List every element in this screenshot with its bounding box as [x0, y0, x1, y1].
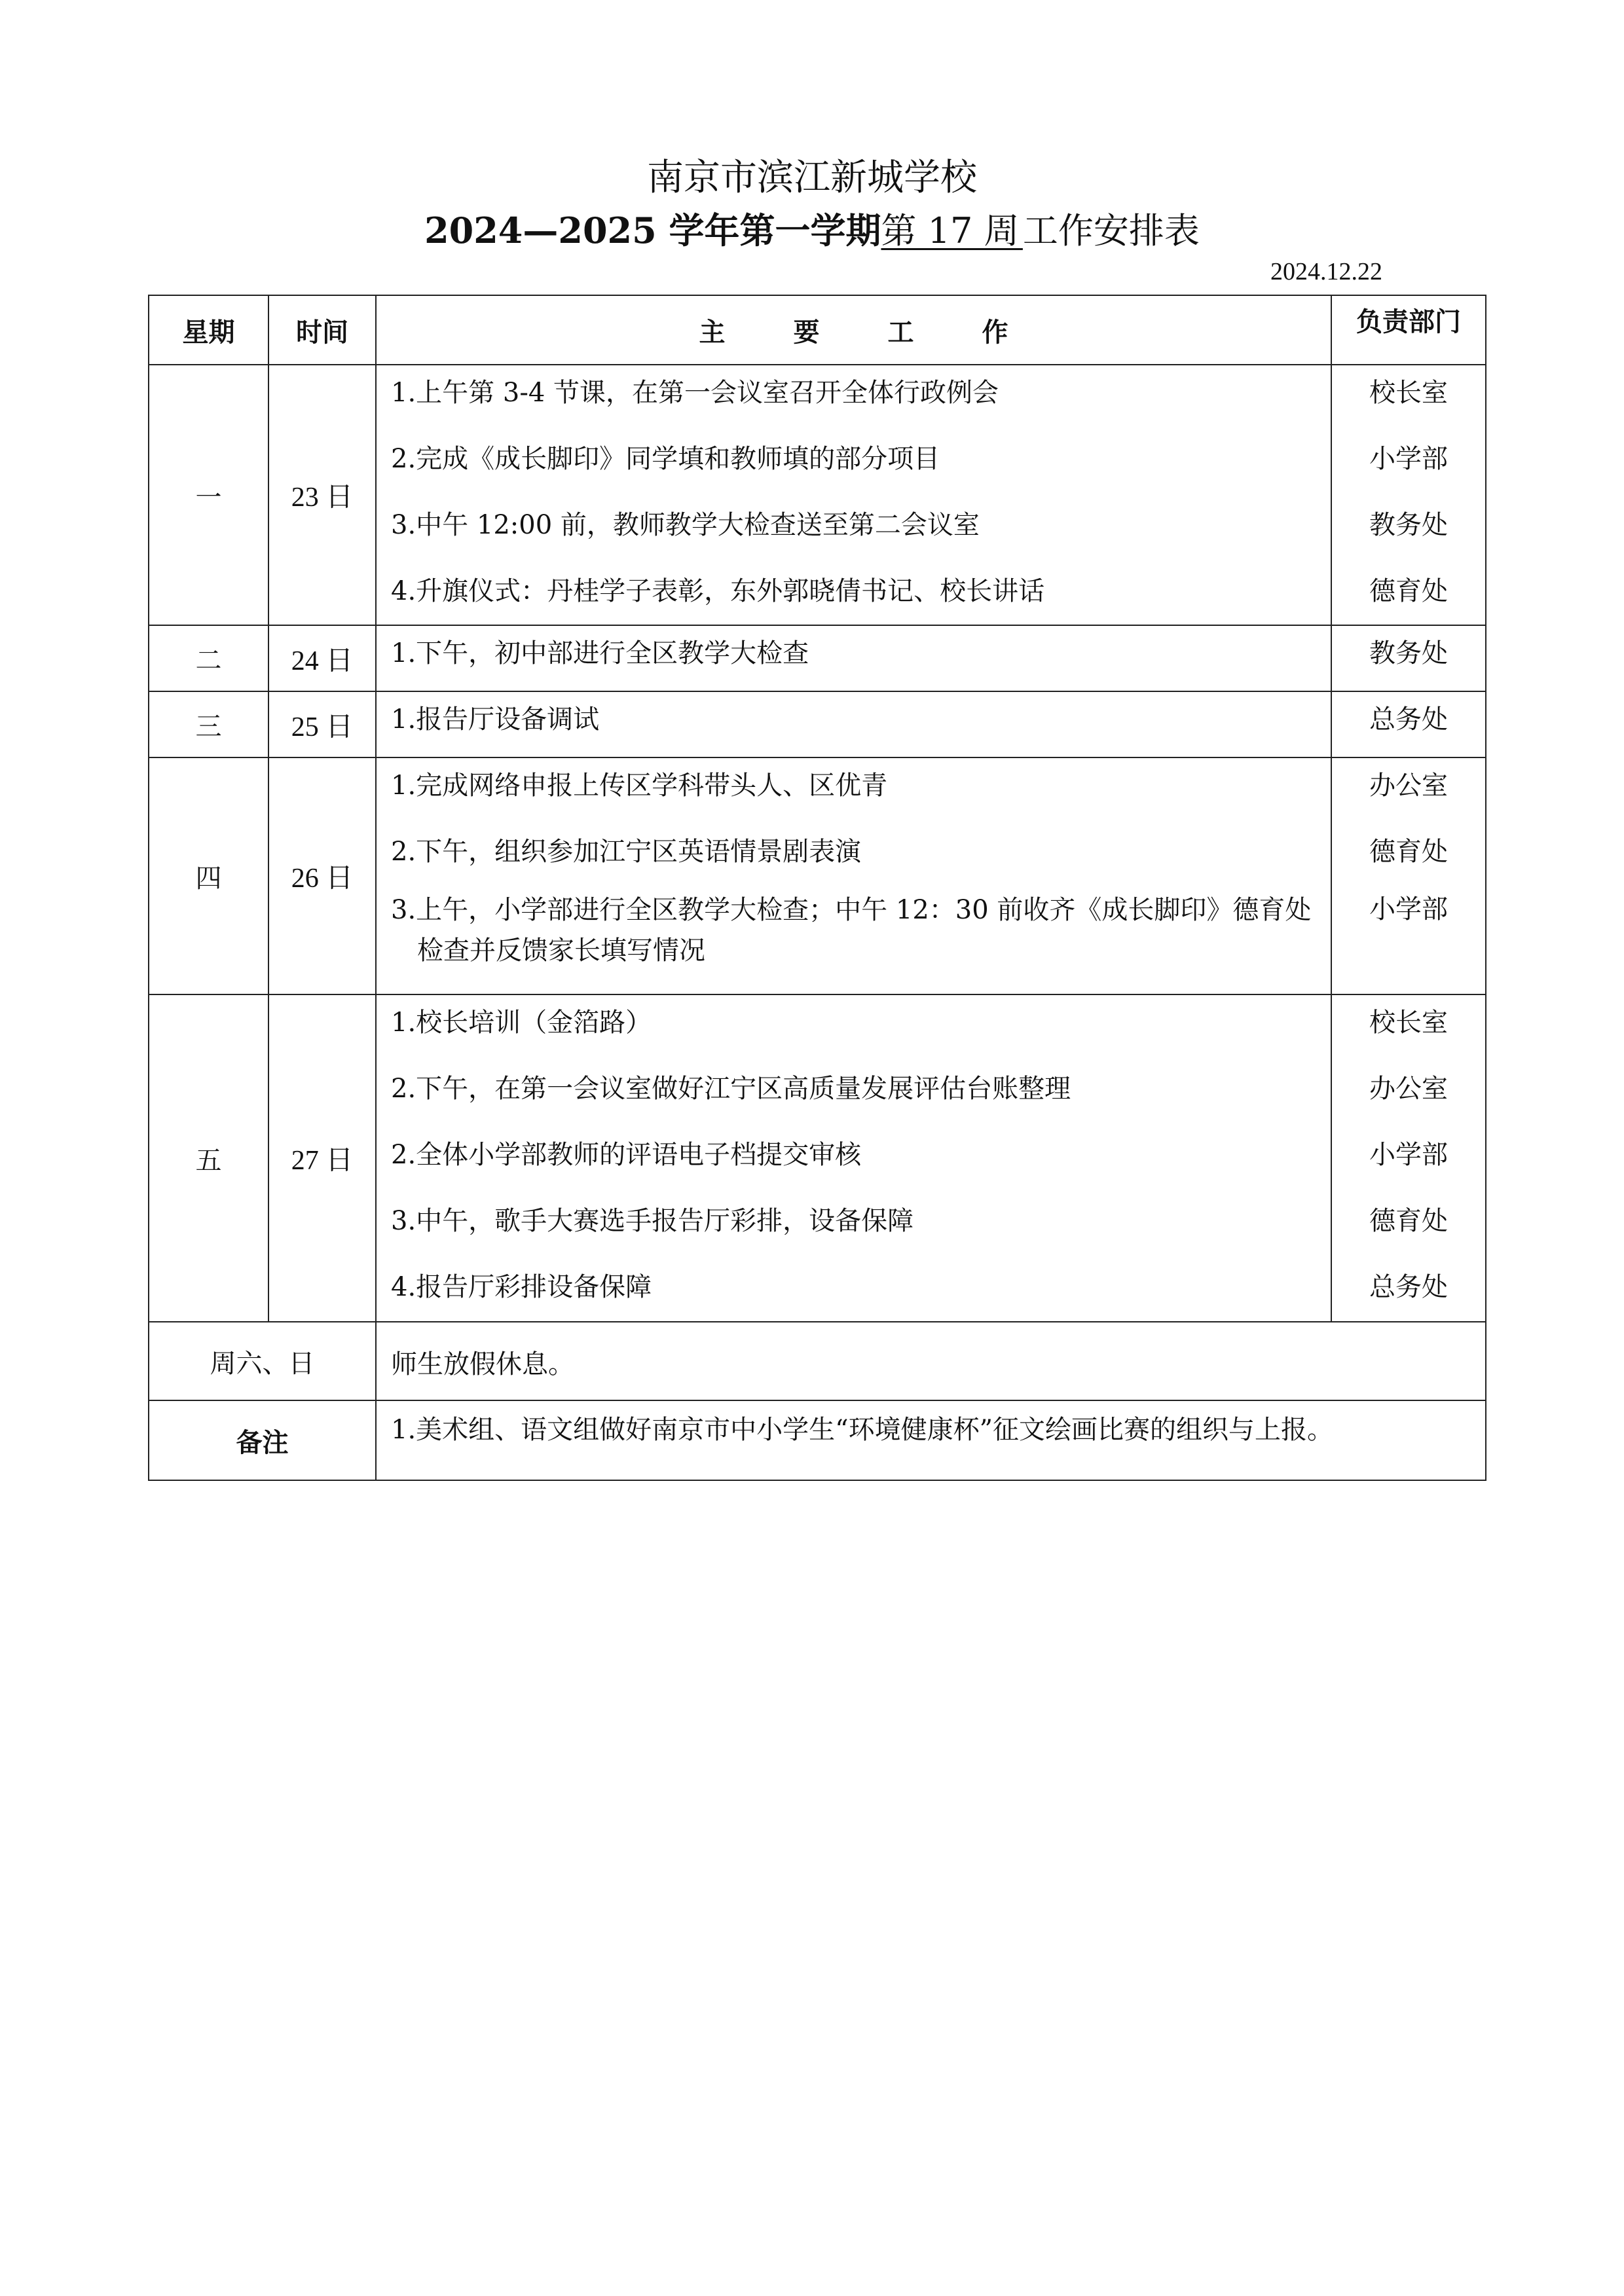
date-cell: 23 日 — [268, 365, 376, 625]
work-item: 4.升旗仪式：丹桂学子表彰，东外郭晓倩书记、校长讲话 — [391, 576, 1045, 606]
school-name: 南京市滨江新城学校 — [647, 156, 977, 199]
table-row-friday — [149, 994, 1486, 1322]
work-item: 3.上午，小学部进行全区教学大检查；中午 12：30 前收齐《成长脚印》德育处检查并反馈家长填写情况 — [391, 895, 1312, 966]
work-item: 2.下午，组织参加江宁区英语情景剧表演 — [391, 837, 862, 867]
dept-cell — [1331, 691, 1486, 757]
table-row-tuesday — [149, 625, 1486, 691]
header-main-work: 主 要 工 作 — [376, 295, 1331, 365]
weekend-label: 周六、日 — [149, 1322, 376, 1400]
weekday-cell: 二 — [149, 625, 268, 691]
work-item: 1.上午第 3-4 节课，在第一会议室召开全体行政例会 — [391, 378, 999, 408]
table-row-weekend — [149, 1322, 1486, 1400]
work-item: 4.报告厅彩排设备保障 — [391, 1272, 652, 1302]
week-number: 第 17 周 — [881, 210, 1020, 251]
work-item: 1.完成网络申报上传区学科带头人、区优青 — [391, 771, 888, 801]
weekday-cell: 四 — [149, 757, 268, 994]
dept-item: 德育处 — [1369, 576, 1448, 606]
dept-item: 教务处 — [1369, 510, 1448, 540]
dept-cell — [1331, 365, 1486, 625]
year-term: 2024—2025 学年第一学期 — [424, 210, 881, 251]
date-cell: 24 日 — [268, 625, 376, 691]
dept-cell — [1331, 625, 1486, 691]
work-item: 3.中午 12:00 前，教师教学大检查送至第二会议室 — [391, 510, 980, 540]
weekday-cell: 一 — [149, 365, 268, 625]
schedule-title — [0, 204, 1624, 257]
table-row-notes — [149, 1400, 1486, 1480]
table-row-wednesday — [149, 691, 1486, 757]
dept-item: 小学部 — [1369, 444, 1448, 474]
header-row — [149, 295, 1486, 365]
document-date: 2024.12.22 — [1270, 258, 1382, 285]
work-cell — [376, 994, 1331, 1322]
weekday-cell: 五 — [149, 994, 268, 1322]
date-cell: 26 日 — [268, 757, 376, 994]
date-cell: 25 日 — [268, 691, 376, 757]
notes-text: 1.美术组、语文组做好南京市中小学生“环境健康杯”征文绘画比赛的组织与上报。 — [376, 1400, 1486, 1480]
dept-item: 办公室 — [1369, 1074, 1448, 1104]
dept-cell — [1331, 994, 1486, 1322]
work-cell — [376, 365, 1331, 625]
date-cell: 27 日 — [268, 994, 376, 1322]
dept-cell — [1331, 757, 1486, 994]
table-row-thursday — [149, 757, 1486, 994]
work-item: 1.下午，初中部进行全区教学大检查 — [391, 638, 809, 668]
work-item: 1.校长培训（金箔路） — [391, 1008, 652, 1038]
header-time: 时间 — [268, 295, 376, 365]
work-item: 2.全体小学部教师的评语电子档提交审核 — [391, 1140, 862, 1170]
header-dept: 负责部门 — [1331, 295, 1486, 365]
work-item: 3.中午，歌手大赛选手报告厅彩排，设备保障 — [391, 1206, 914, 1236]
table-row-monday — [149, 365, 1486, 625]
title-suffix: 工作安排表 — [1022, 210, 1200, 251]
dept-item: 校长室 — [1369, 378, 1448, 408]
notes-label: 备注 — [149, 1400, 376, 1480]
header-weekday: 星期 — [149, 295, 268, 365]
dept-item: 总务处 — [1369, 1272, 1448, 1302]
dept-item: 办公室 — [1369, 771, 1448, 801]
work-cell — [376, 757, 1331, 994]
dept-item: 德育处 — [1369, 837, 1448, 867]
work-item: 2.下午，在第一会议室做好江宁区高质量发展评估台账整理 — [391, 1074, 1071, 1104]
dept-item: 校长室 — [1369, 1008, 1448, 1038]
work-schedule-table — [148, 295, 1486, 1481]
weekday-cell: 三 — [149, 691, 268, 757]
dept-item: 小学部 — [1369, 894, 1448, 924]
work-item: 2.完成《成长脚印》同学填和教师填的部分项目 — [391, 444, 940, 474]
dept-item: 总务处 — [1369, 704, 1448, 735]
dept-item: 教务处 — [1369, 638, 1448, 668]
work-cell — [376, 625, 1331, 691]
work-cell — [376, 691, 1331, 757]
dept-item: 小学部 — [1369, 1140, 1448, 1170]
dept-item: 德育处 — [1369, 1206, 1448, 1236]
work-item: 1.报告厅设备调试 — [391, 704, 600, 735]
weekend-text: 师生放假休息。 — [376, 1322, 1486, 1400]
